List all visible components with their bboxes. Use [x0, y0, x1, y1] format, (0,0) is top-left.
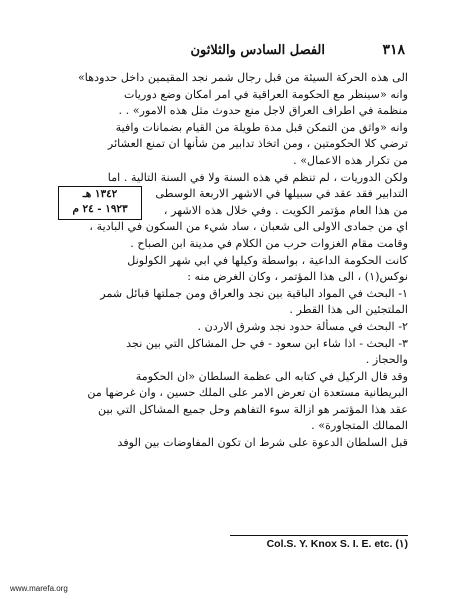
page-number: ٣١٨	[382, 42, 405, 58]
page-header	[60, 42, 405, 64]
text-line: التدابير فقد عقد في سبيلها في الاشهر الاربعة الوسطى	[155, 187, 408, 201]
text-line: الممالك المتجاورة» .	[311, 419, 408, 433]
text-line: من هذا العام مؤتمر الكويت . وفي خلال هذه الاشهر ،	[163, 203, 408, 217]
text-line: الى هذه الحركة السيئة من قبل رجال شمر نجد المقيمين داخل حدودها»	[77, 71, 408, 84]
chapter-title: الفصل السادس والثلاثون	[190, 43, 325, 58]
text-line: وانه «سينظر مع الحكومة العراقية في امر امكان وضع دوريات	[123, 87, 408, 101]
text-line: البريطانية مستعدة ان تعرض الامر على الملك حسين ، وان غرضها من	[87, 386, 408, 400]
text-line: ٣- البحث - اذا شاء ابن سعود - في حل المشاكل التي بين نجد	[126, 336, 408, 350]
text-line: كانت الحكومة الداعية ، بواسطة وكيلها في ابي شهر الكولونل	[127, 253, 408, 267]
text-line: ولكن الدوريات ، لم تنظم في هذه السنة ولا في السنة التالية . اما	[107, 170, 408, 184]
text-line: ١- البحث في المواد الباقية بين نجد والعراق ومن جملتها قبائل شمر	[100, 286, 408, 300]
footnote: Col.S. Y. Knox S. I. E. etc. (١)	[266, 538, 408, 550]
dated-paragraph	[58, 186, 408, 219]
text-line: والحجاز .	[365, 353, 408, 367]
text-line: وقامت مقام الغزوات حرب من الكلام في مدينة ابن الصباح .	[130, 236, 408, 250]
text-line: قبل السلطان الدعوة على شرط ان تكون المفاوضات بين الوفد	[117, 436, 408, 450]
text-line: من تكرار هذه الاعمال» .	[293, 153, 408, 167]
text-line: عقد هذا المؤتمر هو ازالة سوء التفاهم وحل جميع المشاكل التي بين	[97, 402, 408, 416]
text-line: الملتجئين الى هذا القطر .	[289, 303, 408, 317]
source-url: www.marefa.org	[10, 584, 68, 593]
body-text	[58, 70, 408, 452]
text-line: نوكس(١) ، الى هذا المؤتمر ، وكان الغرض منه :	[187, 270, 408, 284]
footnote-divider	[230, 535, 408, 536]
text-line: وقد قال الركيل في كتابه الى عظمة السلطان «ان الحكومة	[135, 369, 408, 383]
date-hijri: ١٣٤٢ هـ	[82, 188, 118, 201]
text-line: وانه «واثق من التمكن قبل مدة طويلة من القيام بضمانات وافية	[115, 120, 408, 134]
text-line: ترضي كلا الحكومتين ، ومن اتخاذ تدابير من شأنها ان تمنع العشائر	[107, 137, 408, 151]
date-box	[58, 186, 142, 220]
text-line: منظمة في اطراف العراق لاجل منع حدوث مثل هذه الامور» . .	[118, 104, 408, 118]
text-line: ٢- البحث في مسألة حدود نجد وشرق الاردن .	[197, 319, 408, 333]
text-line: اي من جمادى الاولى الى شعبان ، ساد شيء من السكون في البادية ،	[89, 220, 408, 234]
date-gregorian: ١٩٢٣ - ٢٤ م	[72, 203, 128, 216]
